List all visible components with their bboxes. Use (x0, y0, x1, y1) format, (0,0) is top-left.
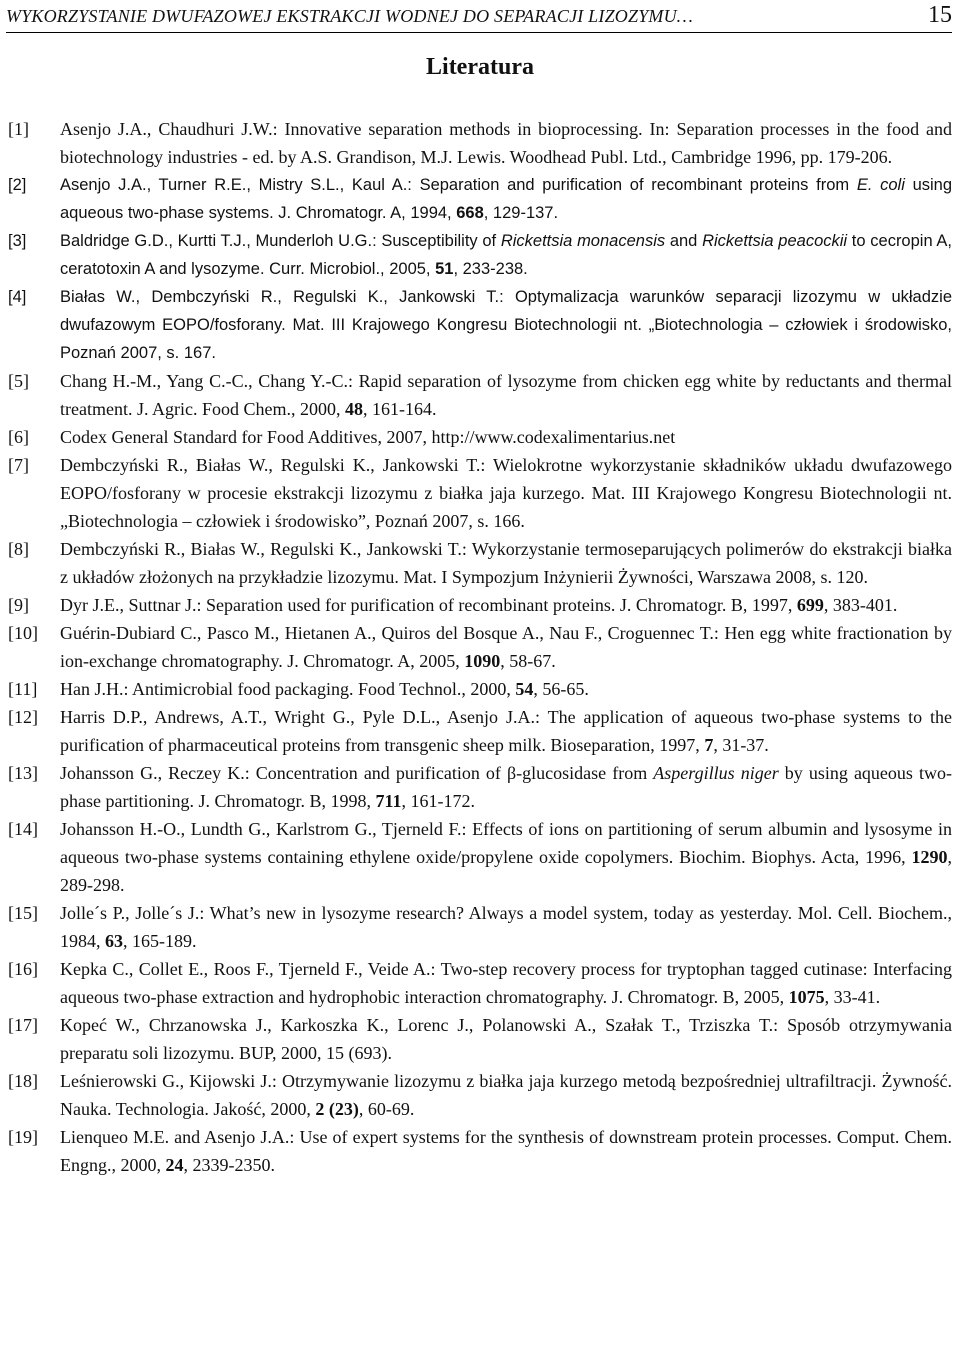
reference-text (60, 815, 952, 899)
text-segment: , 60-69. (358, 1099, 415, 1119)
reference-number: [15] (8, 903, 38, 923)
reference-item (8, 423, 952, 451)
text-segment: Lienqueo M.E. and Asenjo J.A.: Use of expert systems for the synthesis of downstream protein processes. Comput. Chem. Engng., 2000, (60, 1127, 952, 1175)
reference-text (60, 451, 952, 535)
reference-item (8, 899, 952, 955)
reference-item (8, 227, 952, 283)
text-segment: Baldridge G.D., Kurtti T.J., Munderloh U.G.: Susceptibility of (60, 232, 501, 250)
reference-list (8, 115, 952, 1179)
reference-text (60, 899, 952, 955)
reference-text (60, 955, 952, 1011)
reference-number: [5] (8, 371, 29, 391)
reference-text (60, 227, 952, 283)
reference-number: [17] (8, 1015, 38, 1035)
italic-text: E. coli (856, 176, 905, 194)
reference-number: [19] (8, 1127, 38, 1147)
bold-text: 668 (456, 204, 484, 222)
text-segment: Kopeć W., Chrzanowska J., Karkoszka K., Lorenc J., Polanowski A., Szałak T., Trziszka T.: Sposób otrzymywania preparatu soli lizozymu. BUP, 2000, 15 (693). (60, 1015, 952, 1063)
reference-text (60, 1011, 952, 1067)
reference-text (60, 675, 952, 703)
reference-number: [6] (8, 427, 29, 447)
bold-text: 1075 (788, 987, 825, 1007)
text-segment: Harris D.P., Andrews, A.T., Wright G., Pyle D.L., Asenjo J.A.: The application of aqueous two-phase systems to the purification of pharmaceutical proteins from transgenic sheep milk. Bioseparation, 1997, (60, 707, 952, 755)
running-header (6, 2, 952, 33)
reference-item (8, 759, 952, 815)
text-segment: Chang H.-M., Yang C.-C., Chang Y.-C.: Rapid separation of lysozyme from chicken egg white by reductants and thermal treatment. J. Agric. Food Chem., 2000, (60, 371, 952, 419)
reference-number: [2] (8, 176, 27, 194)
text-segment: Dembczyński R., Białas W., Regulski K., Jankowski T.: Wykorzystanie termoseparujących polimerów do ekstrakcji białka z układów złożonych na przykładzie lizozymu. Mat. I Sympozjum Inżynierii Żywności, Warszawa 2008, s. 120. (60, 539, 952, 587)
text-segment: by using aqueous two-phase partitioning. J. Chromatogr. B, 1998, (60, 763, 952, 811)
reference-text (60, 535, 952, 591)
reference-item (8, 283, 952, 367)
bold-text: 1090 (464, 651, 501, 671)
text-segment: , 165-189. (123, 931, 197, 951)
reference-number: [1] (8, 119, 29, 139)
text-segment: Asenjo J.A., Chaudhuri J.W.: Innovative separation methods in bioprocessing. In: Separation processes in the food and biotechnology industries - ed. by A.S. Grandison, M.J. Lewis. Woodhead Publ. Ltd., Cambridge 1996, pp. 179-206. (60, 119, 952, 167)
text-segment: , 56-65. (533, 679, 589, 699)
reference-text (60, 367, 952, 423)
text-segment: Johansson G., Reczey K.: Concentration and purification of β-glucosidase from (60, 763, 654, 783)
reference-item (8, 115, 952, 171)
text-segment: , 161-172. (401, 791, 475, 811)
reference-item (8, 675, 952, 703)
bold-text: 711 (375, 791, 402, 811)
text-segment: Guérin-Dubiard C., Pasco M., Hietanen A., Quiros del Bosque A., Nau F., Croguennec T.: Hen egg white fractionation by ion-exchange chromatography. J. Chromatogr. A, 2005, (60, 623, 952, 671)
text-segment: , 2339-2350. (183, 1155, 275, 1175)
reference-text (60, 171, 952, 227)
reference-number: [18] (8, 1071, 38, 1091)
reference-number: [12] (8, 707, 38, 727)
reference-text (60, 283, 952, 367)
text-segment: Asenjo J.A., Turner R.E., Mistry S.L., Kaul A.: Separation and purification of recombinant proteins from (60, 176, 857, 194)
reference-text (60, 703, 952, 759)
text-segment: Kepka C., Collet E., Roos F., Tjerneld F., Veide A.: Two-step recovery process for tryptophan tagged cutinase: Interfacing aqueous two-phase extraction and hydrophobic interaction chromatography. J. Chromatogr. B, 2005, (60, 959, 952, 1007)
reference-number: [7] (8, 455, 29, 475)
bold-text: 51 (435, 260, 454, 278)
text-segment: Białas W., Dembczyński R., Regulski K., Jankowski T.: Optymalizacja warunków separacji lizozymu w układzie dwufazowym EOPO/fosforany. Mat. III Krajowego Kongresu Biotechnologii nt. „Biotechnologia – człowiek i środowisko, Poznań 2007, s. 167. (60, 288, 952, 362)
text-segment: , 233-238. (453, 260, 528, 278)
italic-text: Rickettsia peacockii (702, 232, 848, 250)
bold-text: 2 (23) (315, 1099, 359, 1119)
reference-text (60, 591, 952, 619)
reference-number: [11] (8, 679, 38, 699)
section-title: Literatura (426, 54, 534, 80)
text-segment: Dyr J.E., Suttnar J.: Separation used for purification of recombinant proteins. J. Chromatogr. B, 1997, (60, 595, 797, 615)
bold-text: 48 (344, 399, 363, 419)
text-segment: , 161-164. (362, 399, 437, 419)
bold-text: 54 (515, 679, 534, 699)
text-segment: Johansson H.-O., Lundth G., Karlstrom G., Tjerneld F.: Effects of ions on partitioning of serum albumin and lysosyme in aqueous two-phase systems containing ethylene oxide/propylene oxide copolymers. Biochim. Biophys. Acta, 1996, (60, 819, 952, 867)
reference-item (8, 367, 952, 423)
reference-text (60, 115, 952, 171)
reference-item (8, 1011, 952, 1067)
reference-item (8, 619, 952, 675)
reference-number: [8] (8, 539, 29, 559)
italic-text: Aspergillus niger (653, 763, 779, 783)
reference-item (8, 1123, 952, 1179)
reference-text (60, 1067, 952, 1123)
text-segment: , 33-41. (824, 987, 881, 1007)
bold-text: 63 (105, 931, 123, 951)
reference-number: [4] (8, 288, 27, 306)
reference-number: [14] (8, 819, 38, 839)
text-segment: , 58-67. (500, 651, 556, 671)
text-segment: , 289-298. (60, 847, 952, 895)
reference-item (8, 1067, 952, 1123)
italic-text: Rickettsia monacensis (500, 232, 666, 250)
text-segment: , 129-137. (483, 204, 559, 222)
text-segment: to cecropin A, ceratotoxin A and lysozyme. Curr. Microbiol., 2005, (60, 232, 953, 278)
text-segment: Dembczyński R., Białas W., Regulski K., Jankowski T.: Wielokrotne wykorzystanie składników układu dwufazowego EOPO/fosforany w procesie ekstrakcji lizozymu z białka jaja kurzego. Mat. III Krajowego Kongresu Biotechnologii nt. „Biotechnologia – człowiek i środowisko”, Poznań 2007, s. 166. (60, 455, 952, 531)
text-segment: , 383-401. (823, 595, 898, 615)
text-segment: Han J.H.: Antimicrobial food packaging. Food Technol., 2000, (60, 679, 516, 699)
reference-text (60, 759, 952, 815)
page-number: 15 (928, 2, 952, 28)
reference-number: [9] (8, 595, 29, 615)
text-segment: Jolle´s P., Jolle´s J.: What’s new in lysozyme research? Always a model system, today as yesterday. Mol. Cell. Biochem., 1984, (60, 903, 952, 951)
reference-number: [10] (8, 623, 38, 643)
text-segment: Leśnierowski G., Kijowski J.: Otrzymywanie lizozymu z białka jaja kurzego metodą bezpośredniej ultrafiltracji. Żywność. Nauka. Technologia. Jakość, 2000, (60, 1071, 952, 1119)
running-title: WYKORZYSTANIE DWUFAZOWEJ EKSTRAKCJI WODNEJ DO SEPARACJI LIZOZYMU… (6, 6, 693, 26)
reference-item (8, 535, 952, 591)
bold-text: 1290 (911, 847, 948, 867)
text-segment: using aqueous two-phase systems. J. Chromatogr. A, 1994, (60, 176, 953, 222)
bold-text: 24 (165, 1155, 184, 1175)
reference-text (60, 619, 952, 675)
bold-text: 7 (704, 735, 714, 755)
bold-text: 699 (796, 595, 824, 615)
text-segment: , 31-37. (713, 735, 769, 755)
reference-item (8, 815, 952, 899)
reference-number: [16] (8, 959, 38, 979)
reference-item (8, 171, 952, 227)
reference-text (60, 1123, 952, 1179)
reference-item (8, 703, 952, 759)
reference-item (8, 451, 952, 535)
reference-item (8, 591, 952, 619)
reference-item (8, 955, 952, 1011)
text-segment: and (665, 232, 703, 250)
text-segment: Codex General Standard for Food Additives, 2007, http://www.codexalimentarius.net (60, 427, 676, 447)
reference-number: [3] (8, 232, 27, 250)
reference-text (60, 423, 952, 451)
reference-number: [13] (8, 763, 38, 783)
